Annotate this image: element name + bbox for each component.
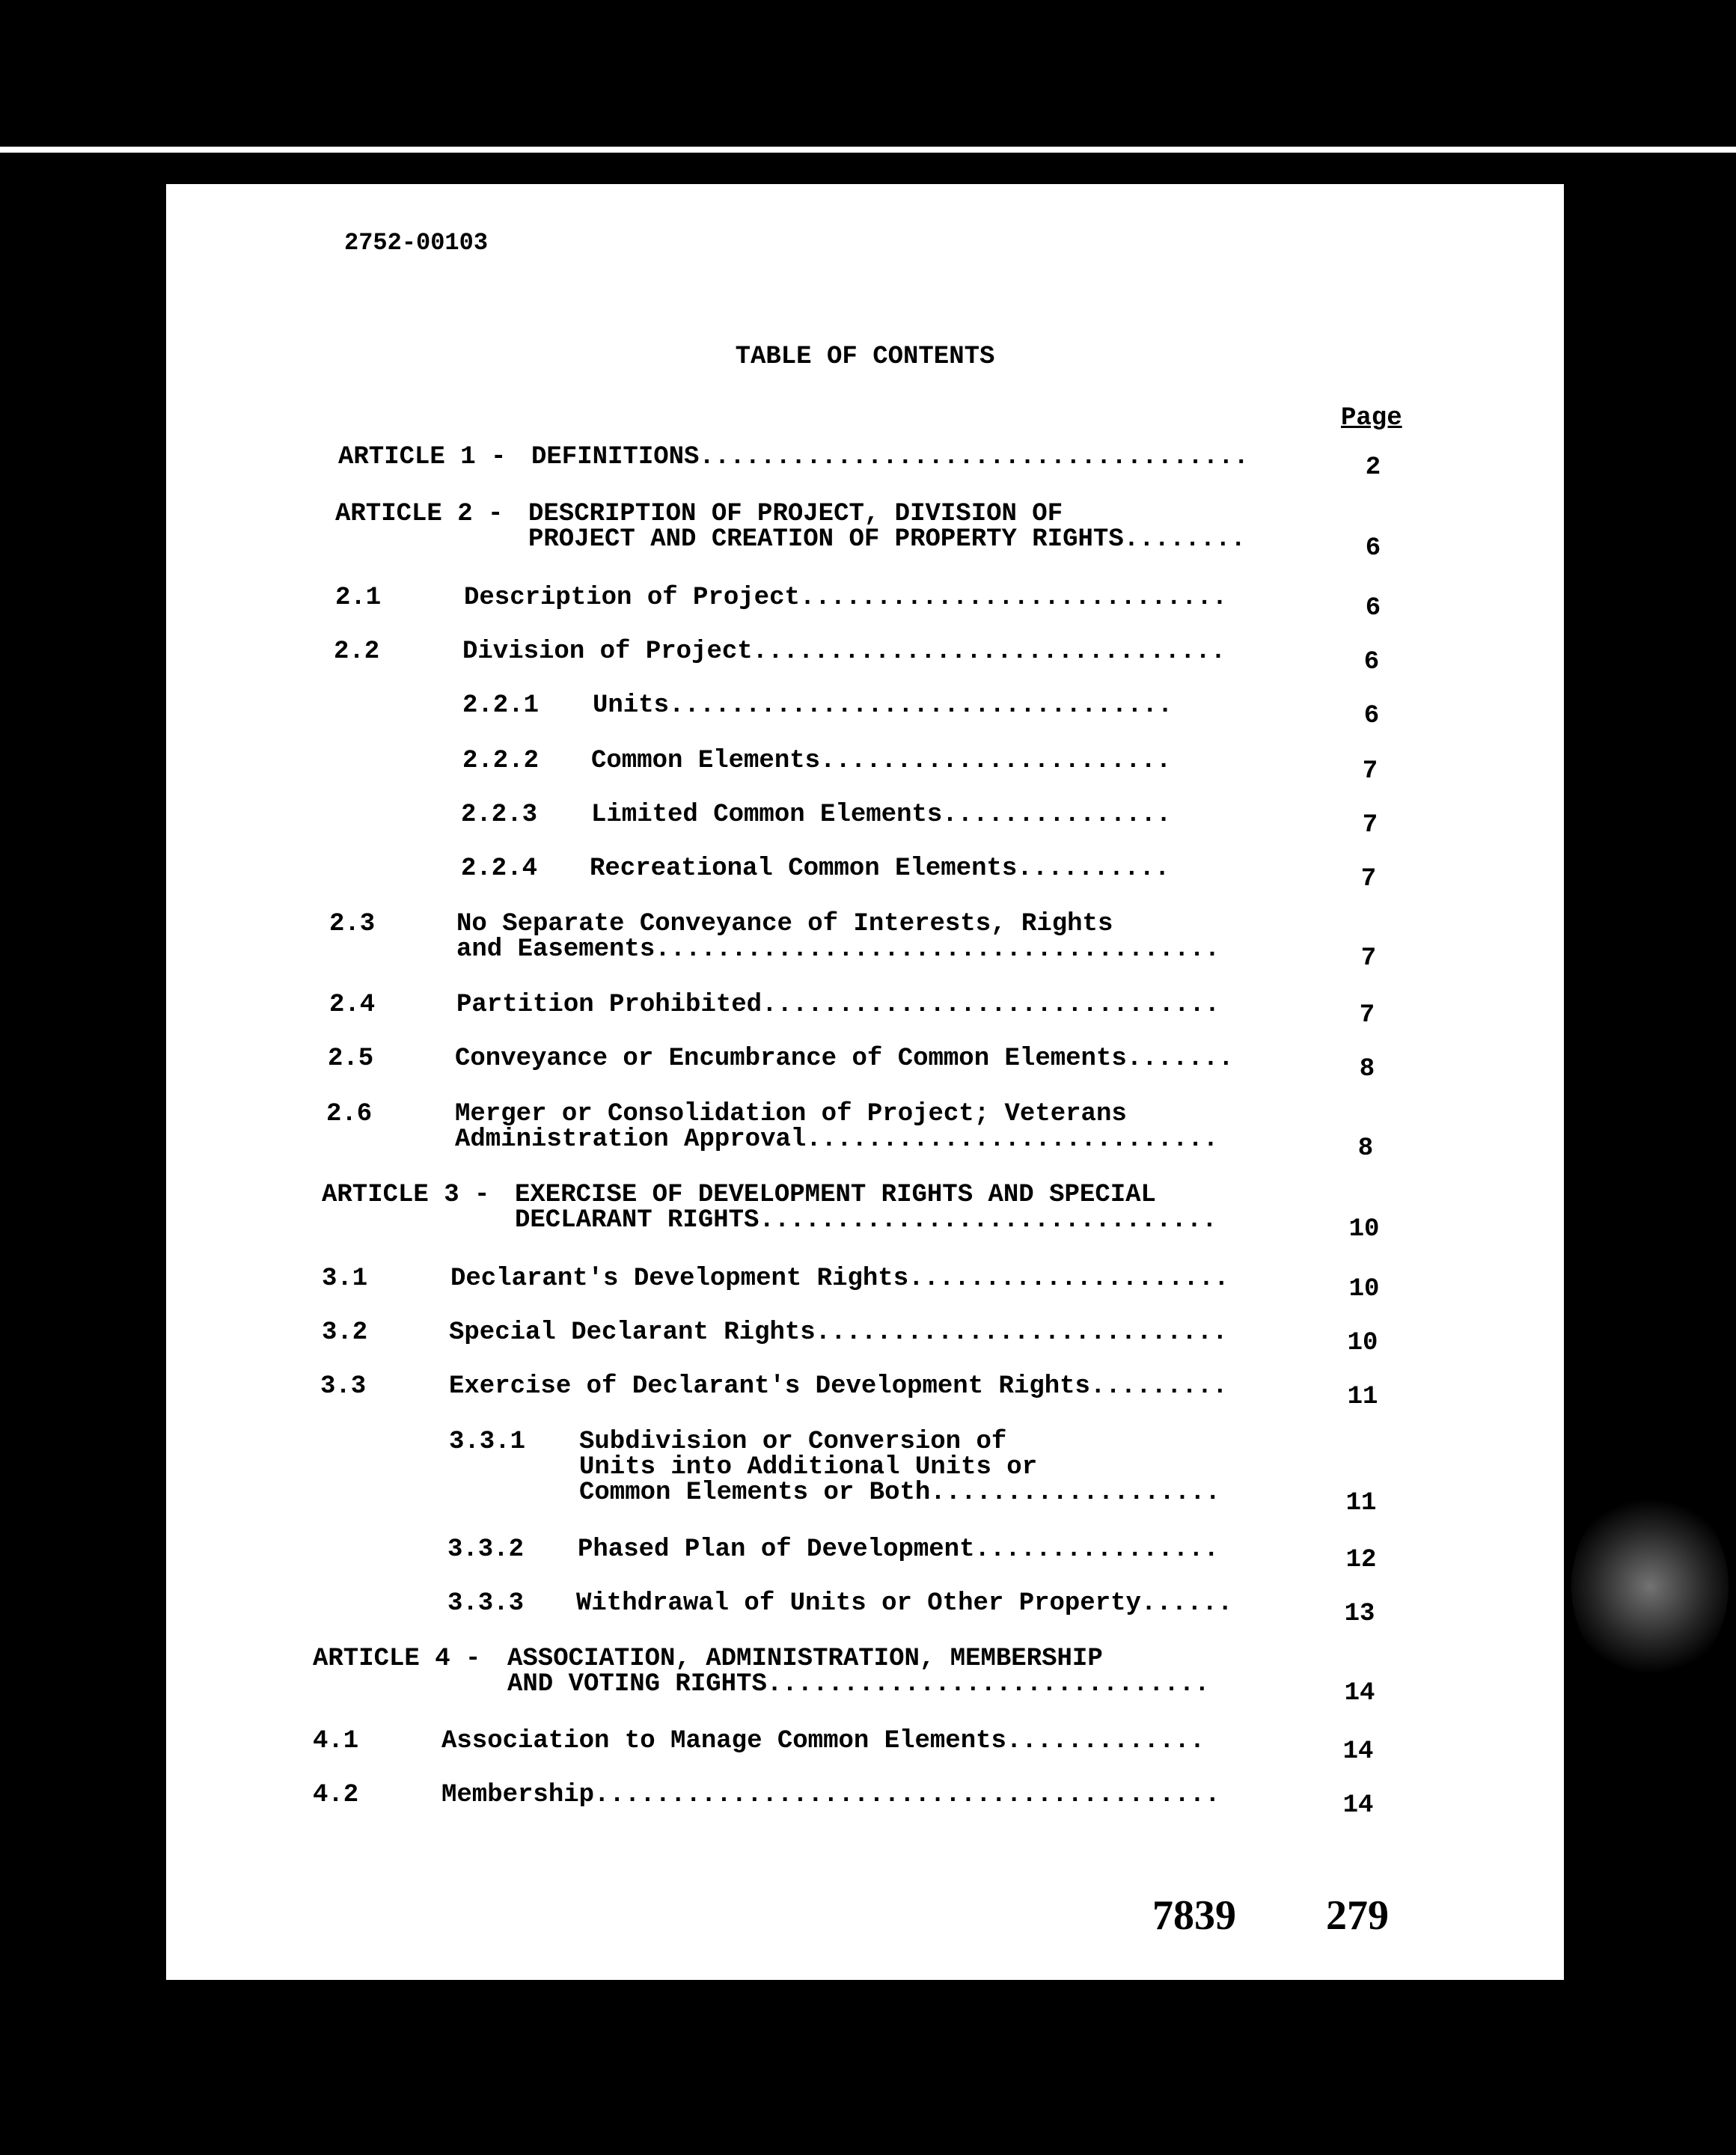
toc-title: Phased Plan of Development................ (578, 1535, 1219, 1564)
toc-number: 2.3 (329, 910, 376, 938)
toc-title: Limited Common Elements............... (591, 801, 1172, 829)
side-margin-note (1431, 1452, 1476, 1766)
toc-number: 3.3.2 (447, 1535, 525, 1564)
toc-page: 14 (1342, 1737, 1374, 1766)
document-number: 2752-00103 (344, 229, 489, 257)
toc-title: No Separate Conveyance of Interests, Rights and Easements..................................... (456, 910, 1220, 964)
toc-page: 2 (1365, 453, 1381, 482)
toc-number: 3.3.1 (449, 1428, 526, 1456)
toc-page: 7 (1359, 1001, 1375, 1030)
toc-title: Merger or Consolidation of Project; Veterans Administration Approval........................... (455, 1100, 1219, 1154)
side-note-book: 7832 (1433, 1452, 1475, 1526)
toc-title: EXERCISE OF DEVELOPMENT RIGHTS AND SPECIAL DECLARANT RIGHTS.............................. (515, 1181, 1217, 1235)
toc-title: Division of Project............................... (462, 638, 1226, 666)
toc-page: 6 (1363, 702, 1380, 730)
toc-number: 2.1 (335, 584, 382, 612)
toc-number: ARTICLE 1 - (338, 443, 507, 471)
toc-number: ARTICLE 3 - (322, 1181, 490, 1209)
toc-number: 4.2 (313, 1781, 359, 1809)
toc-number: 2.2.1 (462, 691, 540, 720)
toc-number: ARTICLE 2 - (335, 500, 504, 528)
toc-page: 12 (1345, 1546, 1377, 1574)
toc-title: ASSOCIATION, ADMINISTRATION, MEMBERSHIP AND VOTING RIGHTS............................. (507, 1645, 1210, 1699)
toc-number: 3.3 (320, 1372, 367, 1401)
document-page (166, 184, 1564, 1980)
scan-noise (1571, 1489, 1729, 1684)
toc-title: Units................................. (593, 691, 1173, 720)
toc-page: 7 (1360, 865, 1377, 893)
scan-top-edge (0, 147, 1736, 153)
toc-page: 8 (1359, 1055, 1375, 1083)
toc-number: ARTICLE 4 - (313, 1645, 481, 1673)
toc-title: Membership......................................... (441, 1781, 1220, 1809)
toc-page: 7 (1362, 757, 1378, 786)
toc-title: Exercise of Declarant's Development Rights......... (449, 1372, 1228, 1401)
toc-title: Withdrawal of Units or Other Property...... (576, 1589, 1233, 1618)
toc-page: 10 (1348, 1275, 1380, 1303)
toc-page: 6 (1363, 648, 1380, 676)
toc-title: Recreational Common Elements.......... (590, 855, 1170, 883)
toc-title: Special Declarant Rights........................... (449, 1318, 1228, 1347)
page-column-header: Page (1341, 404, 1402, 432)
toc-page: 8 (1357, 1134, 1374, 1163)
toc-number: 2.2 (334, 638, 380, 666)
toc-number: 3.2 (322, 1318, 368, 1347)
toc-page: 13 (1344, 1600, 1375, 1628)
toc-number: 3.3.3 (447, 1589, 525, 1618)
toc-title: Description of Project............................ (464, 584, 1228, 612)
toc-page: 6 (1365, 534, 1381, 563)
toc-page: 11 (1345, 1489, 1377, 1517)
toc-number: 2.5 (328, 1045, 374, 1073)
toc-page: 7 (1362, 811, 1378, 840)
toc-page: 14 (1342, 1791, 1374, 1820)
toc-number: 2.6 (326, 1100, 373, 1128)
toc-title: Subdivision or Conversion of Units into Additional Units or Common Elements or Both................... (579, 1428, 1220, 1507)
toc-page: 14 (1344, 1679, 1375, 1708)
toc-number: 2.4 (329, 991, 376, 1019)
toc-title: Association to Manage Common Elements............. (441, 1727, 1205, 1755)
toc-title: DESCRIPTION OF PROJECT, DIVISION OF PROJECT AND CREATION OF PROPERTY RIGHTS........ (528, 500, 1246, 554)
book-number-stamp: 7839 (1152, 1892, 1236, 1939)
page-number-stamp: 279 (1326, 1892, 1389, 1939)
page-title: TABLE OF CONTENTS (735, 343, 995, 371)
toc-title: Common Elements....................... (591, 747, 1172, 775)
toc-title: DEFINITIONS.................................... (531, 443, 1249, 471)
toc-title: Partition Prohibited.............................. (456, 991, 1220, 1019)
toc-page: 7 (1360, 944, 1377, 973)
toc-page: 10 (1348, 1215, 1380, 1244)
toc-title: Declarant's Development Rights..................... (450, 1265, 1229, 1293)
toc-page: 10 (1347, 1329, 1378, 1357)
toc-page: 6 (1365, 594, 1381, 623)
toc-number: 3.1 (322, 1265, 368, 1293)
toc-page: 11 (1347, 1383, 1378, 1411)
toc-number: 2.2.2 (462, 747, 540, 775)
side-note-page: 788 (1433, 1601, 1475, 1657)
toc-number: 2.2.4 (461, 855, 538, 883)
toc-number: 2.2.3 (461, 801, 538, 829)
toc-title: Conveyance or Encumbrance of Common Elements....... (455, 1045, 1234, 1073)
toc-number: 4.1 (313, 1727, 359, 1755)
